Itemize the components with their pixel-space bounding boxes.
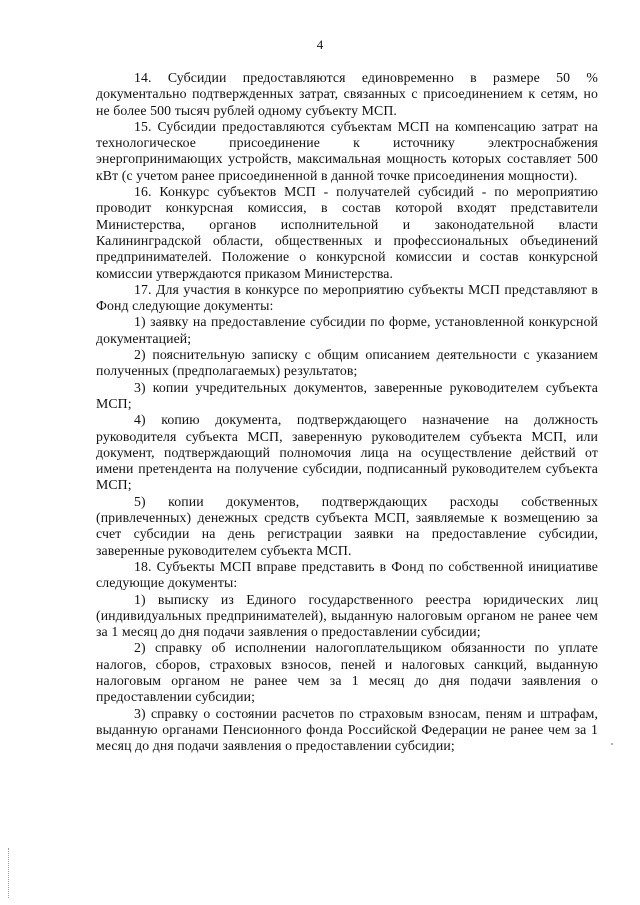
list-item-18-3: 3) справку о состоянии расчетов по страховым взносам, пеням и штрафам, выданную органами Пенсионного фонда Российской Федерации не ранее чем за 1 месяц до дня подачи заявления о предоставлении субсидии; (96, 705, 598, 754)
paragraph-14: 14. Субсидии предоставляются единовременно в размере 50 % документально подтвержденных затрат, связанных с присоединением к сетям, но не более 500 тысяч рублей одному субъекту МСП. (96, 70, 598, 118)
paragraph-16: 16. Конкурс субъектов МСП - получателей субсидий - по мероприятию проводит конкурсная комиссия, в состав которой входят представители Министерства, органов исполнительной и законодательной власти Калининградской области, общественных и профессиональных объединений предпринимателей. Положение о конкурсной комиссии и состав конкурсной комиссии утверждаются приказом Министерства. (96, 184, 598, 281)
scan-speck (611, 743, 613, 745)
page-number: 4 (316, 37, 324, 52)
list-item-17-2: 2) пояснительную записку с общим описанием деятельности с указанием полученных (предполагаемых) результатов; (96, 347, 598, 379)
list-item-17-3: 3) копии учредительных документов, заверенные руководителем субъекта МСП; (96, 379, 598, 411)
paragraph-18: 18. Субъекты МСП вправе представить в Фонд по собственной инициативе следующие документы: (96, 558, 598, 591)
list-item-17-5: 5) копии документов, подтверждающих расходы собственных (привлеченных) денежных средств субъекта МСП, заявляемые к возмещению за счет субсидии на день регистрации заявки на предоставление субсидии, заверенные руководителем субъекта МСП. (96, 493, 598, 558)
list-item-17-4: 4) копию документа, подтверждающего назначение на должность руководителя субъекта МСП, заверенную руководителем субъекта МСП, или документ, подтверждающий полномочия лица на осуществление действий от имени претендента на получение субсидии, подписанный руководителем субъекта МСП; (96, 412, 598, 493)
paragraph-15: 15. Субсидии предоставляются субъектам МСП на компенсацию затрат на технологическое присоединение к источнику электроснабжения энергопринимающих устройств, максимальная мощность которых составляет 500 кВт (с учетом ранее присоединенной в данной точке присоединения мощности). (96, 118, 598, 183)
list-item-18-2: 2) справку об исполнении налогоплательщиком обязанности по уплате налогов, сборов, страховых взносов, пеней и налоговых санкций, выданную налоговым органом не ранее чем за 1 месяц до дня подачи заявления о предоставлении субсидии; (96, 640, 598, 705)
list-item-18-1: 1) выписку из Единого государственного реестра юридических лиц (индивидуальных предпринимателей), выданную налоговым органом не ранее чем за 1 месяц до дня подачи заявления о предоставлении субсидии; (96, 591, 598, 640)
document-body (96, 70, 598, 754)
scan-edge-mark (8, 848, 10, 898)
paragraph-17: 17. Для участия в конкурсе по мероприятию субъекты МСП представляют в Фонд следующие документы: (96, 281, 598, 314)
list-item-17-1: 1) заявку на предоставление субсидии по форме, установленной конкурсной документацией; (96, 314, 598, 346)
